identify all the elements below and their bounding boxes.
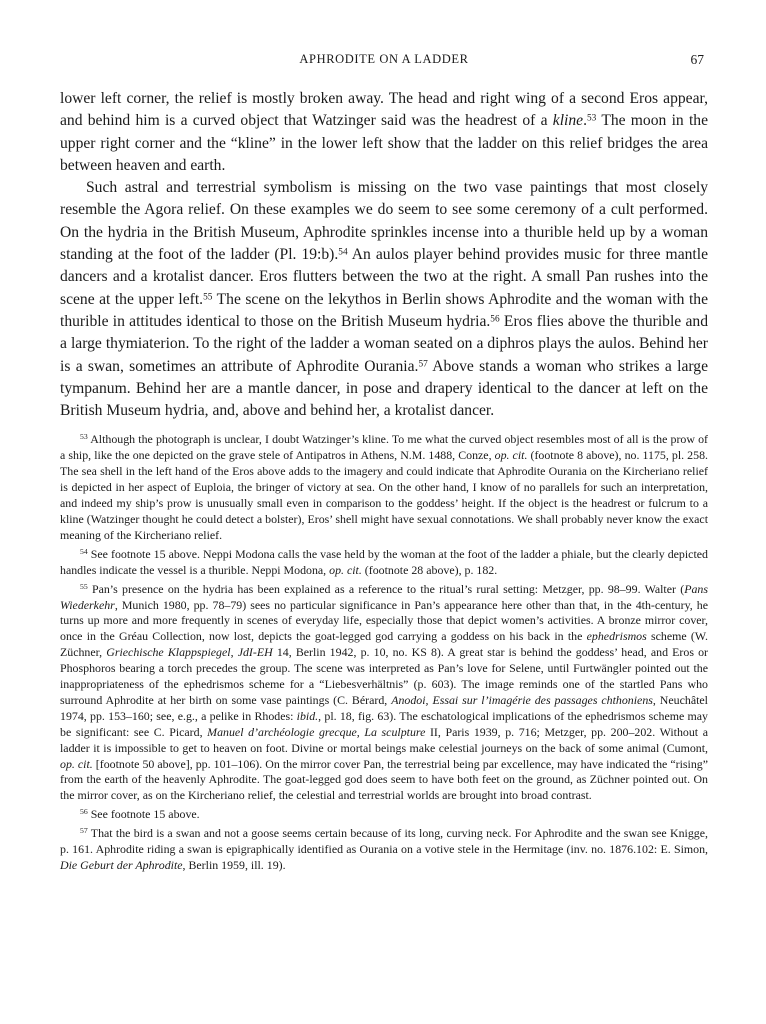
footnote-57 xyxy=(60,826,708,874)
text-run: 14, Berlin 1942, p. 10, no. KS 8). A great star is behind the goddess’ head, and Eros or Phosphoros bearing a torch precedes the group. The scene was interpreted as Pan’s love for Selene, until Furtwängler pointed out the inappropriateness of the ephedrismos scheme for a “Liebesverhältnis” (p. 603). The image reminds one of the startled Pans who surround Aphrodite at her birth on some vase paintings (C. Bérard, xyxy=(60,645,708,707)
text-run: The moon in the upper right corner and the “kline” in the lower left show that the ladder on this relief bridges the area between heaven and earth. xyxy=(60,112,708,174)
text-run: See footnote 15 above. xyxy=(87,807,200,822)
text-run: That the bird is a swan and not a goose seems certain because of its long, curving neck. For Aphrodite and the swan see Knigge, p. 161. Aphrodite riding a swan is epigraphically identified as Ourania on a votive stele in the Hermitage (inv. no. 1876.102: E. Simon, xyxy=(60,826,708,857)
italic-run: op. cit. xyxy=(494,448,528,463)
footnote-55 xyxy=(60,582,708,805)
paragraph-1 xyxy=(60,88,708,177)
italic-run: Griechische Klappspiegel xyxy=(106,645,231,660)
italic-run: Anodoi, Essai sur l’imagérie des passages chthoniens xyxy=(391,692,653,707)
text-run: (footnote 28 above), p. 182. xyxy=(361,562,498,577)
italic-run: op. cit. xyxy=(329,562,362,577)
text-run: [footnote 50 above], pp. 101–106). On the mirror cover Pan, the terrestrial being par excellence, may have indicated the “rising” from the earth of the heavenly Aphrodite. The goat-legged god does seem to have both feet on the ground, as Züchner pointed out. On the mirror cover, as on the Kircheriano relief, the celestial and terrestrial worlds are brought into broad contrast. xyxy=(60,756,708,803)
footnote-ref-56[interactable]: 56 xyxy=(490,314,500,325)
footnote-ref-55[interactable]: 55 xyxy=(203,292,213,302)
text-run: Pan’s presence on the hydria has been explained as a reference to the ritual’s rural setting: Metzger, pp. 98–99. Walter ( xyxy=(87,581,685,596)
footnote-ref-54[interactable]: 54 xyxy=(338,247,348,258)
italic-run: Pans Wiederkehr xyxy=(60,581,708,612)
italic-run: Manuel d’archéologie grecque, La sculpture xyxy=(207,724,426,739)
text-run: , pl. 18, fig. 63). The eschatological implications of the ephedrismos scheme may be significant: see C. Picard, xyxy=(60,708,708,739)
italic-run: ephedrismos xyxy=(586,629,647,644)
paragraph-2 xyxy=(60,177,708,422)
italic-run: ibid. xyxy=(296,708,319,723)
text-run: Although the photograph is unclear, I doubt Watzinger’s kline. To me what the curved object resembles most of all is the prow of a ship, like the one depicted on the grave stele of Antipatros in Athens, N.M. 1488, Conze, xyxy=(60,432,708,463)
text-run: The scene on the lekythos in Berlin shows Aphrodite and the woman with the thurible in attitudes identical to those on the British Museum hydria. xyxy=(60,290,708,330)
footnote-number: 57 xyxy=(80,826,88,836)
text-run: , Neuchâtel 1974, pp. 153–160; see, e.g., a pelike in Rhodes: xyxy=(60,692,708,723)
footnote-number: 53 xyxy=(80,432,88,442)
text-run: , xyxy=(230,645,238,660)
footnote-54 xyxy=(60,547,708,579)
text-run: An aulos player behind provides music for three mantle dancers and a krotalist dancer. Eros flutters between the two at the right. A small Pan rushes into the scene at the upper left. xyxy=(60,246,708,308)
footnote-ref-53[interactable]: 53 xyxy=(587,113,597,124)
footnote-53 xyxy=(60,432,708,543)
footnotes xyxy=(60,432,708,873)
main-text xyxy=(60,88,708,422)
text-run: (footnote 8 above), no. 1175, pl. 258. The sea shell in the left hand of the Eros above adds to the imagery and could indicate that Aphrodite Ourania on the Kircheriano relief is depicted in her aspect of Euploia, the bringer of victory at sea. On the other hand, I know of no parallels for such an interpretation, and indeed my ship’s prow is unusually small even in comparison to the goddess’ height. If the object is the headrest or fulcrum to a kline (Watzinger thought he could detect a bolster), Eros’ shell might have sexual connotations. We shall probably never know the exact meaning of the Kircheriano relief. xyxy=(60,448,708,542)
italic-run: kline xyxy=(552,112,584,130)
text-run: , Berlin 1959, ill. 19). xyxy=(182,858,286,873)
footnote-number: 56 xyxy=(80,807,88,817)
text-run: Such astral and terrestrial symbolism is missing on the two vase paintings that most closely resemble the Agora relief. On these examples we do seem to see some ceremony of a cult performed. On the hydria in the British Museum, Aphrodite sprinkles incense into a thurible held up by a woman standing at the foot of the ladder (Pl. 19:b). xyxy=(60,179,708,264)
text-run: , Munich 1980, pp. 78–79) sees no particular significance in Pan’s appearance here other than that, in the 4th-century, he turns up more and more frequently in scenes of everyday life, especially those that depict women’s activities. A bronze mirror cover, once in the Gréau Collection, now lost, depicts the goat-legged god carrying a goddess on his back in the xyxy=(60,597,708,644)
footnote-number: 54 xyxy=(80,546,88,556)
text-run: . xyxy=(583,112,587,130)
italic-run: Die Geburt der Aphrodite xyxy=(60,858,183,873)
text-run: Eros flies above the thurible and a large thymiaterion. To the right of the ladder a woman seated on a diphros plays the aulos. Behind her is a swan, sometimes an attribute of Aphrodite Ourania. xyxy=(60,312,708,375)
footnote-56 xyxy=(60,807,708,823)
text-run: See footnote 15 above. Neppi Modona calls the vase held by the woman at the foot of the ladder a phiale, but the clearly depicted handles indicate the vessel is a thurible. Neppi Modona, xyxy=(60,546,708,577)
italic-run: op. cit. xyxy=(60,756,93,771)
running-title: APHRODITE ON A LADDER xyxy=(299,52,469,66)
page-number: 67 xyxy=(690,52,704,67)
running-header xyxy=(60,52,708,74)
text-run: II, Paris 1939, p. 716; Metzger, pp. 200–202. Without a ladder it is impossible to get to heaven on foot. Divine or mortal beings make celestial journeys on the back of some animal (Cumont, xyxy=(60,724,708,755)
footnote-number: 55 xyxy=(80,581,88,591)
text-run: Above stands a woman who strikes a large tympanum. Behind her are a mantle dancer, in pose and drapery identical to the dancer at left on the British Museum hydria, and, above and behind her, a krotalist dancer. xyxy=(60,357,708,420)
text-run: scheme (W. Züchner, xyxy=(60,629,708,660)
footnote-ref-57[interactable]: 57 xyxy=(418,358,428,369)
text-run: lower left corner, the relief is mostly broken away. The head and right wing of a second Eros appear, and behind him is a curved object that Watzinger said was the headrest of a xyxy=(60,90,708,130)
italic-run: JdI-EH xyxy=(237,645,273,660)
